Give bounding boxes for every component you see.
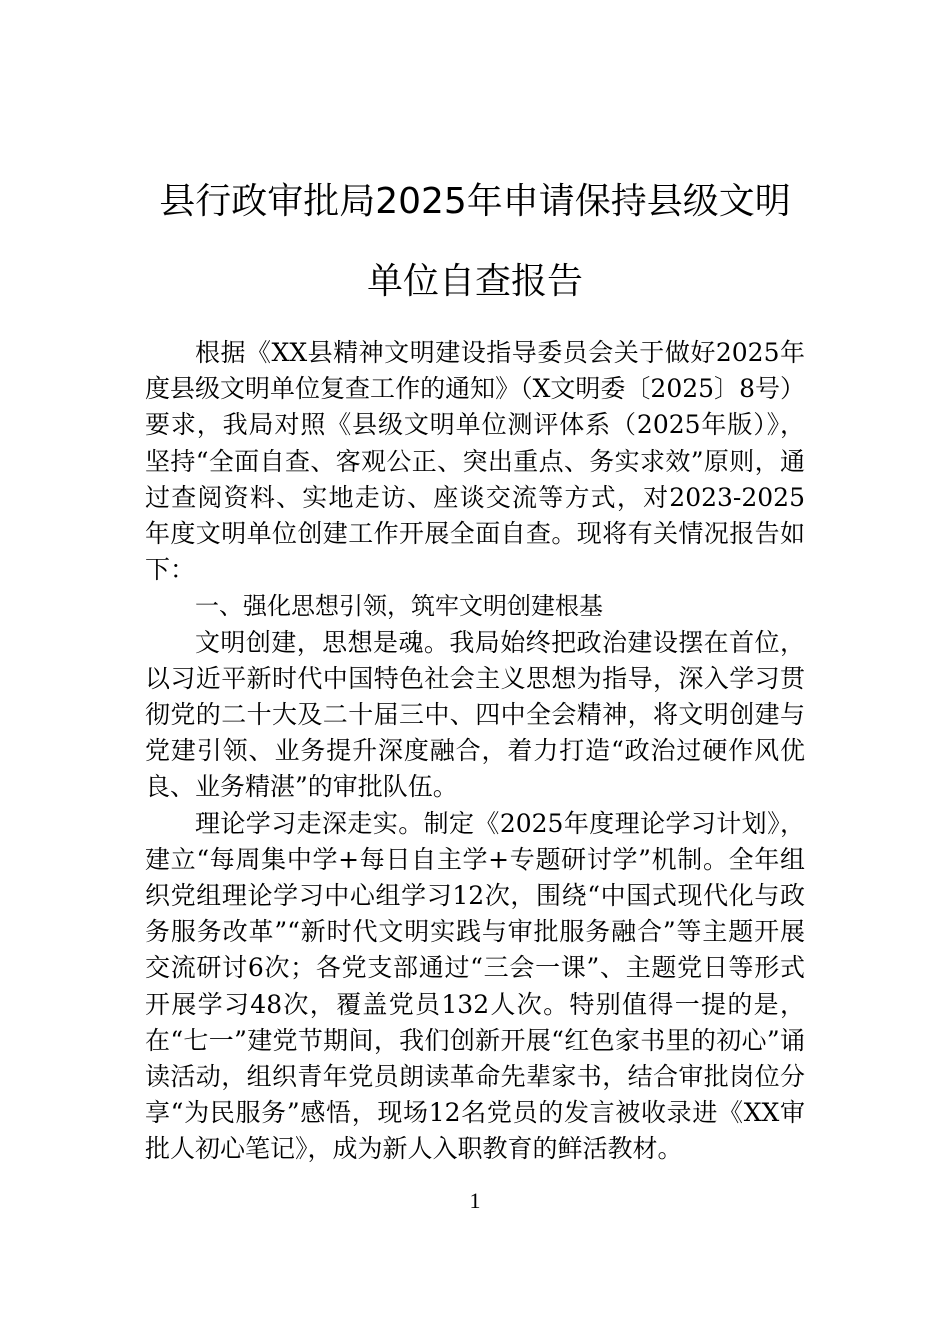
document-title: 县行政审批局2025年申请保持县级文明单位自查报告 xyxy=(159,181,791,302)
intro-paragraph: 根据《XX县精神文明建设指导委员会关于做好2025年度县级文明单位复查工作的通知》（X文明委〔2025〕8号）要求，我局对照《县级文明单位测评体系（2025年版）》，坚持“全面自查、客观公正、突出重点、务实求效”原则，通过查阅资料、实地走访、座谈交流等方式，对2023-2025年度文明单位创建工作开展全面自查。现将有关情况报告如下： xyxy=(145,338,805,585)
document-body xyxy=(145,335,805,1168)
section-1-paragraph-2: 理论学习走深走实。制定《2025年度理论学习计划》，建立“每周集中学+每日自主学+专题研讨学”机制。全年组织党组理论学习中心组学习12次，围绕“中国式现代化与政务服务改革”“新时代文明实践与审批服务融合”等主题开展交流研讨6次；各党支部通过“三会一课”、主题党日等形式开展学习48次，覆盖党员132人次。特别值得一提的是，在“七一”建党节期间，我们创新开展“红色家书里的初心”诵读活动，组织青年党员朗读革命先辈家书，结合审批岗位分享“为民服务”感悟，现场12名党员的发言被收录进《XX审批人初心笔记》，成为新人入职教育的鲜活教材。 xyxy=(145,808,805,1164)
section-1-paragraph-1: 文明创建，思想是魂。我局始终把政治建设摆在首位，以习近平新时代中国特色社会主义思想为指导，深入学习贯彻党的二十大及二十届三中、四中全会精神，将文明创建与党建引领、业务提升深度融合，着力打造“政治过硬作风优良、业务精湛”的审批队伍。 xyxy=(145,627,805,802)
page-number: 1 xyxy=(469,1188,481,1213)
section-heading-1: 一、强化思想引领，筑牢文明创建根基 xyxy=(195,592,603,621)
